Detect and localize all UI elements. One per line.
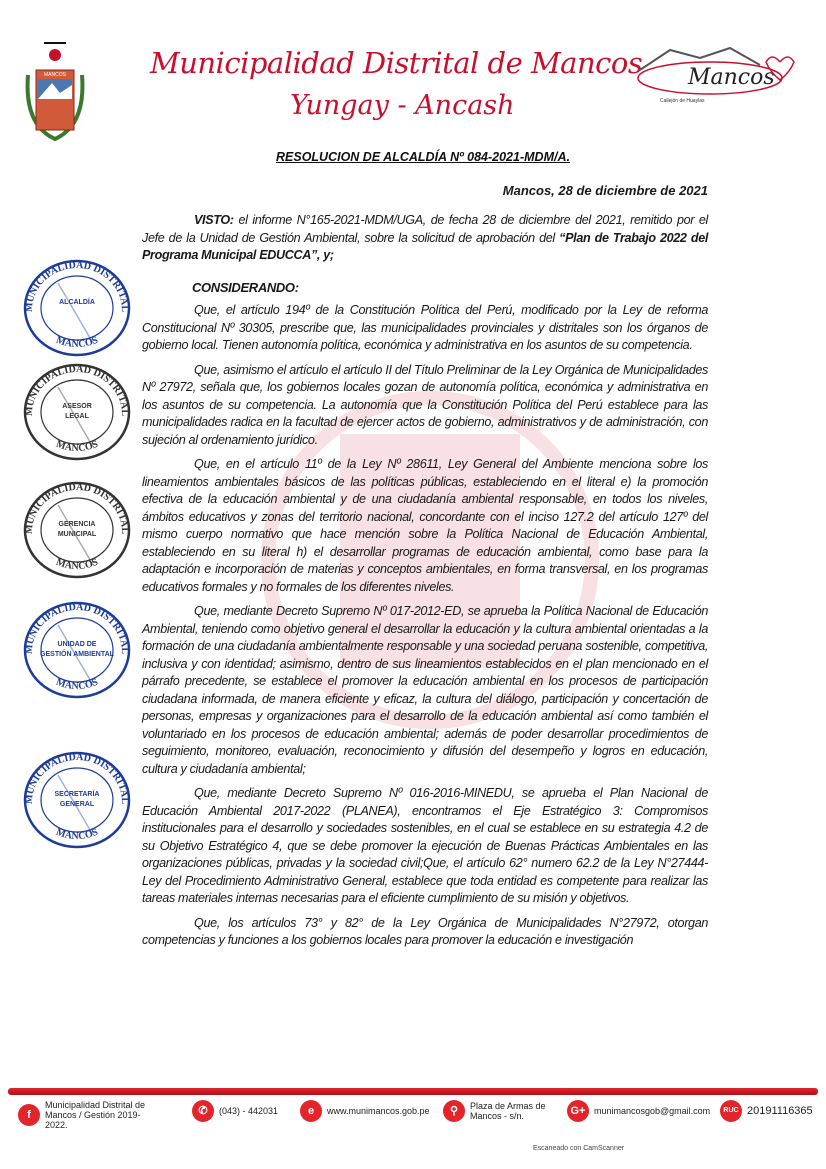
footer-phone[interactable]	[192, 1100, 278, 1122]
visto-text: el informe N°165-2021-MDM/UGA, de fecha 28 de diciembre del 2021, remitido por el Jefe de la Unidad de Gestión Ambiental, sobre la solicitud de aprobación del	[142, 213, 708, 245]
phone-text: (043) - 442031	[219, 1106, 279, 1116]
seal-stamp	[18, 480, 136, 580]
svg-text:GESTIÓN AMBIENTAL: GESTIÓN AMBIENTAL	[40, 651, 114, 658]
footer-website[interactable]	[300, 1100, 430, 1122]
ruc-icon: RUC	[720, 1100, 742, 1122]
municipal-crest-logo	[24, 35, 86, 145]
ruc-text: 20191116365	[747, 1105, 813, 1117]
municipality-subtitle: Yungay - Ancash	[290, 90, 515, 121]
svg-text:MUNICIPALIDAD DISTRITAL: MUNICIPALIDAD DISTRITAL	[23, 481, 131, 535]
mancos-brand-logo	[630, 40, 800, 105]
municipality-title: Municipalidad Distrital de Mancos	[150, 46, 643, 80]
phone-icon: ✆	[192, 1100, 214, 1122]
svg-text:MANCOS: MANCOS	[54, 676, 100, 693]
google-plus-icon: G+	[567, 1100, 589, 1122]
considerando-heading: CONSIDERANDO:	[192, 279, 299, 295]
seal-stamp	[18, 750, 136, 850]
footer-email[interactable]	[567, 1100, 710, 1122]
svg-text:MANCOS: MANCOS	[54, 334, 100, 351]
svg-text:SECRETARÍA: SECRETARÍA	[54, 791, 100, 798]
svg-text:ALCALDÍA: ALCALDÍA	[59, 299, 95, 306]
seal-stamp	[18, 258, 136, 358]
svg-text:MANCOS: MANCOS	[44, 72, 66, 78]
svg-text:MANCOS: MANCOS	[54, 826, 100, 843]
svg-text:GENERAL: GENERAL	[59, 801, 95, 808]
document-body	[142, 212, 708, 957]
facebook-text: Municipalidad Distrital de Mancos / Gestión 2019-2022.	[45, 1100, 146, 1130]
facebook-icon: f	[18, 1104, 40, 1126]
footer-address	[443, 1100, 550, 1122]
footer-facebook[interactable]	[18, 1100, 155, 1130]
svg-text:Mancos: Mancos	[688, 65, 775, 90]
paragraph-6: Que, los artículos 73° y 82° de la Ley Orgánica de Municipalidades N°27972, otorgan competencias y funciones a los gobiernos locales para promover la educación e investigación	[142, 915, 708, 947]
paragraph-4: Que, mediante Decreto Supremo Nº 017-2012-ED, se aprueba la Política Nacional de Educación Ambiental, teniendo como objetivo general el desarrollar la educación y la cultura ambiental orientadas a la formación de una ciudadanía ambientalmente responsable y una sociedad peruana sostenible, competitiva, inclusiva y con identidad; asimismo, dentro de sus lineamientos establecidos en el plan mencionado en el párrafo precedente, se establece el promover la educación ambiental en los procesos de participación ciudadana informada, de manera eficiente y eficaz, la cultura del diálogo, participación y concertación de personas, empresas y organizaciones para el desarrollo de la educación ambiental así como también el voluntariado en los procesos de educación ambiental; además de poder desarrollar procedimientos de seguimiento, monitoreo, evaluación, reconocimiento y difusión del desempeño y logros en educación, cultura y ciudadanía ambiental;	[142, 604, 708, 776]
svg-text:MANCOS: MANCOS	[54, 556, 100, 573]
paragraph-2: Que, asimismo el artículo el artículo II del Título Preliminar de la Ley Orgánica de Municipalidades Nº 27972, señala que, los gobiernos locales gozan de autonomía política, económica y administrativa en los asuntos de su competencia. La autonomía que la Constitución Política del Perú establece para las municipalidades radica en la facultad de ejercer actos de gobierno, administrativos y de administración, con sujeción al ordenamiento jurídico.	[142, 362, 708, 447]
paragraph-1: Que, el artículo 194º de la Constitución Política del Perú, modificado por la Ley de reforma Constitucional Nº 30305, prescribe que, las municipalidades provinciales y distritales son los órganos de gobierno local. Tienen autonomía política, económica y administrativa en los asuntos de su competencia.	[142, 303, 708, 352]
svg-text:MUNICIPALIDAD DISTRITAL: MUNICIPALIDAD DISTRITAL	[23, 259, 131, 313]
scan-note: Escaneado con CamScanner	[533, 1145, 625, 1152]
paragraph-5: Que, mediante Decreto Supremo Nº 016-2016-MINEDU, se aprueba el Plan Nacional de Educación Ambiental 2017-2022 (PLANEA), encontramos el Eje Estratégico 3: Compromisos institucionales para el desarrollo y sociedades sostenibles, en el cual se establece en su estrategia 4.2 de su Objetivo Estratégico 4, que se debe promover la ejecución de Buenas Prácticas Ambientales en las organizaciones públicas, privadas y la sociedad civil;Que, el artículo 62° numero 62.2 de la Ley N°27444-Ley del Procedimiento Administrativo General, establece que toda entidad es competente para realizar las tareas materiales internas necesarias para el eficiente cumplimiento de su misión y objetivos.	[142, 786, 708, 905]
web-icon: e	[300, 1100, 322, 1122]
svg-text:GERENCIA: GERENCIA	[58, 521, 96, 528]
visto-label: VISTO:	[194, 213, 234, 227]
location-pin-icon: ⚲	[443, 1100, 465, 1122]
svg-text:LEGAL: LEGAL	[65, 413, 89, 420]
document-date: Mancos, 28 de diciembre de 2021	[502, 183, 708, 198]
svg-text:UNIDAD DE: UNIDAD DE	[57, 641, 97, 648]
svg-text:MUNICIPALIDAD DISTRITAL: MUNICIPALIDAD DISTRITAL	[23, 363, 131, 417]
svg-text:MANCOS: MANCOS	[54, 438, 100, 455]
svg-text:MUNICIPALIDAD DISTRITAL: MUNICIPALIDAD DISTRITAL	[23, 751, 131, 805]
resolution-title: RESOLUCION DE ALCALDÍA Nº 084-2021-MDM/A.	[276, 150, 570, 164]
footer-bar	[8, 1088, 818, 1095]
svg-text:ASESOR: ASESOR	[62, 403, 92, 410]
address-text: Plaza de Armas de Mancos - s/n.	[470, 1101, 546, 1121]
email-text: munimancosgob@gmail.com	[594, 1106, 711, 1116]
svg-text:MUNICIPAL: MUNICIPAL	[57, 531, 97, 538]
paragraph-3: Que, en el artículo 11º de la Ley Nº 28611, Ley General del Ambiente menciona sobre los lineamientos ambientales básicos de las políticas públicas, estableciendo en el literal e) la promoción efectiva de la educación ambiental y de una ciudadanía ambiental responsable, en todos los niveles, ámbitos educativos y zonas del territorio nacional, concordante con el inciso 127.2 del artículo 127º del mismo cuerpo normativo que hace mención sobre la Política Nacional de Educación Ambiental, estableciendo en su literal h) el desarrollar programas de educación ambiental, como base para la adaptación e incorporación de materias y conceptos ambientales, en forma transversal, en los programas educativos formales y no formales de los diferentes niveles.	[142, 457, 708, 594]
svg-text:Callejón de Huaylas: Callejón de Huaylas	[660, 98, 705, 104]
svg-text:MUNICIPALIDAD DISTRITAL: MUNICIPALIDAD DISTRITAL	[23, 601, 131, 655]
web-text: www.munimancos.gob.pe	[327, 1106, 430, 1116]
seal-stamp	[18, 600, 136, 700]
visto-paragraph	[142, 212, 708, 265]
visto-bold: “Plan de Trabajo 2022 del Programa Municipal EDUCCA”, y;	[142, 230, 709, 262]
seal-stamp	[18, 362, 136, 462]
footer-ruc	[720, 1100, 813, 1122]
